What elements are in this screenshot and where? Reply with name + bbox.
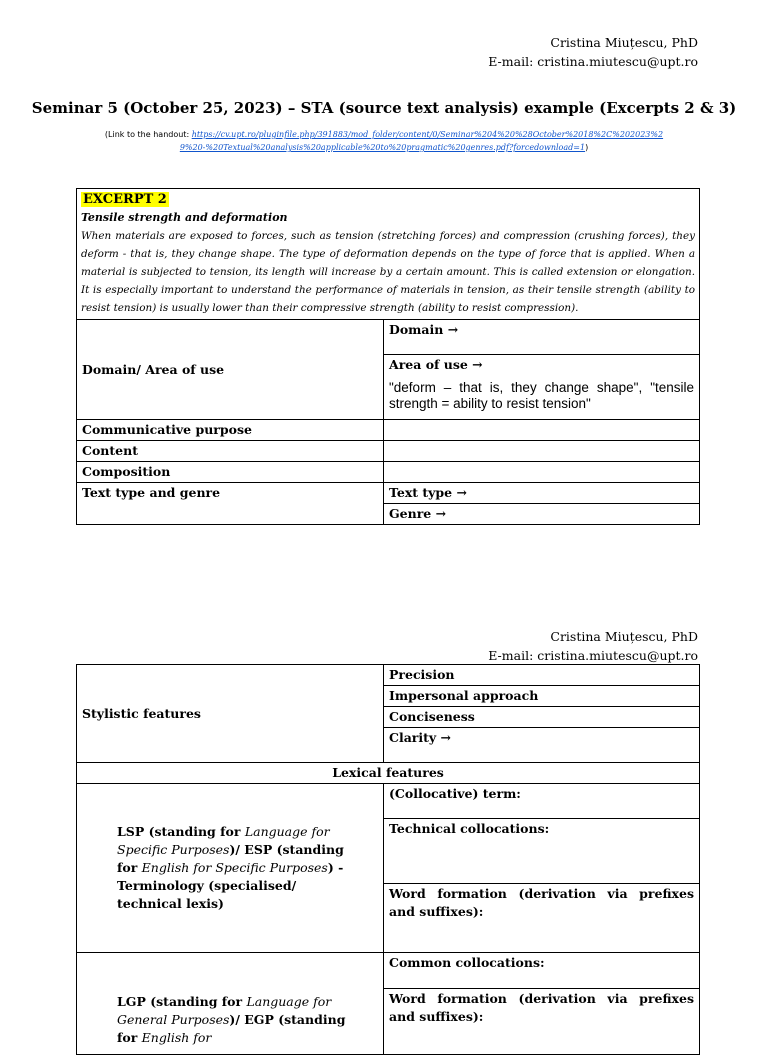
domain-area-label: Domain/ Area of use <box>77 320 384 420</box>
clarity-cell: Clarity → <box>384 728 700 763</box>
lsp-label <box>77 784 384 953</box>
features-table <box>76 664 700 1055</box>
lsp-text-3: ) - Terminology (specialised/ technical lexis) <box>117 860 344 911</box>
text-type-cell: Text type → <box>384 483 700 504</box>
technical-collocations-cell: Technical collocations: <box>384 819 700 884</box>
lgp-italic-2: English for <box>141 1030 212 1045</box>
lexical-features-heading: Lexical features <box>77 763 700 784</box>
area-of-use-quote: "deform – that is, they change shape", "tensile strength = ability to resist tension" <box>389 380 695 411</box>
area-of-use-cell <box>384 355 700 420</box>
page-title: Seminar 5 (October 25, 2023) – STA (source text analysis) example (Excerpts 2 & 3) <box>31 99 737 117</box>
precision-cell: Precision <box>384 665 700 686</box>
stylistic-features-label: Stylistic features <box>77 665 384 763</box>
author-name-2: Cristina Miuțescu, PhD <box>550 629 698 644</box>
excerpt-text: When materials are exposed to forces, such as tension (stretching forces) and compression (crushing forces), they deform - that is, they change shape. The type of deformation depends on the type of force that is applied. When a material is subjected to tension, its length will increase by a certain amount. This is called extension or elongation. It is especially important to understand the performance of materials in tension, as their tensile strength (ability to resist tension) is usually lower than their compressive strength (ability to resist compression). <box>81 230 696 314</box>
author-header-page-2 <box>488 627 698 665</box>
area-of-use-label: Area of use → <box>389 357 483 372</box>
lsp-italic-2: English for Specific Purposes <box>141 860 328 875</box>
lgp-text-2: )/ EGP (standing for <box>117 1012 346 1045</box>
collocative-term-cell: (Collocative) term: <box>384 784 700 819</box>
lgp-text-1: LGP (standing for <box>117 994 247 1009</box>
handout-link[interactable]: https://cv.upt.ro/pluginfile.php/391883/mod_folder/content/0/Seminar%204%20%28October%2018%2C%202023%29%20-%20Textual%20analysis%20applicable%20to%20pragmatic%20genres.pdf?forcedownload=1 <box>179 130 664 152</box>
excerpt-cell <box>77 189 700 320</box>
author-email: E-mail: cristina.miutescu@upt.ro <box>488 54 698 69</box>
excerpt-2-table <box>76 188 700 525</box>
lgp-italic-1: Language for General Purposes <box>117 994 332 1027</box>
link-prefix: (Link to the handout: <box>104 130 192 139</box>
impersonal-cell: Impersonal approach <box>384 686 700 707</box>
domain-cell: Domain → <box>384 320 700 355</box>
excerpt-title: Tensile strength and deformation <box>81 211 288 224</box>
composition-value <box>384 462 700 483</box>
excerpt-label: EXCERPT 2 <box>83 192 167 207</box>
author-name: Cristina Miuțescu, PhD <box>550 35 698 50</box>
lsp-italic-1: Language for Specific Purposes <box>117 824 330 857</box>
content-value <box>384 441 700 462</box>
author-email-2: E-mail: cristina.miutescu@upt.ro <box>488 648 698 663</box>
content-label: Content <box>77 441 384 462</box>
lsp-text-1: LSP (standing for <box>117 824 245 839</box>
conciseness-cell: Conciseness <box>384 707 700 728</box>
lgp-label <box>77 953 384 1055</box>
genre-cell: Genre → <box>384 504 700 525</box>
common-collocations-cell: Common collocations: <box>384 953 700 989</box>
word-formation-2-cell: Word formation (derivation via prefixes and suffixes): <box>384 989 700 1055</box>
word-formation-cell: Word formation (derivation via prefixes and suffixes): <box>384 884 700 953</box>
link-suffix: ) <box>585 143 589 152</box>
communicative-purpose-label: Communicative purpose <box>77 420 384 441</box>
communicative-purpose-value <box>384 420 700 441</box>
composition-label: Composition <box>77 462 384 483</box>
author-header <box>488 33 698 71</box>
lsp-text-2: )/ ESP (standing for <box>117 842 344 875</box>
handout-link-line <box>100 128 668 154</box>
text-type-genre-label: Text type and genre <box>77 483 384 525</box>
